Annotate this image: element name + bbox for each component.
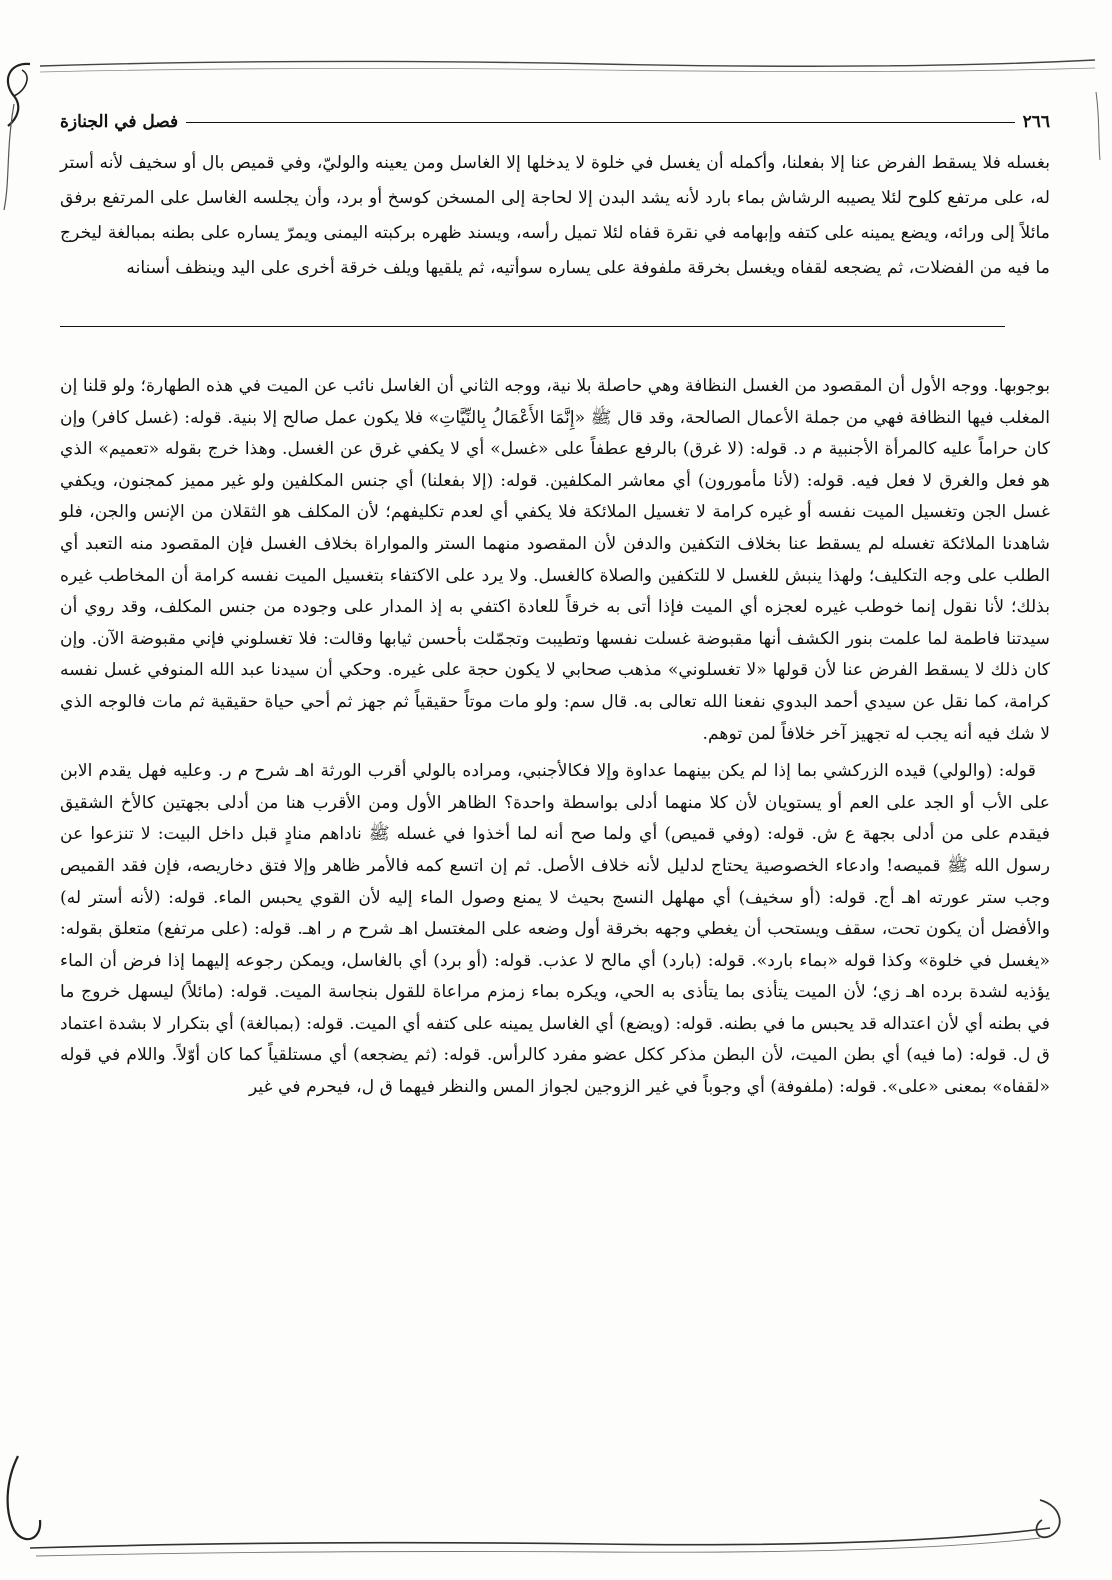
header-rule: [186, 122, 1014, 123]
top-border-line-inner: [40, 68, 1095, 72]
top-border-line: [40, 60, 1095, 66]
left-border-curve: [4, 104, 14, 210]
page-header: [60, 104, 1050, 140]
main-paragraph: بغسله فلا يسقط الفرض عنا إلا بفعلنا، وأكمله أن يغسل في خلوة لا يدخلها إلا الغاسل ومن يعينه والوليّ، وفي قميص بال أو سخيف لأنه أستر له، على مرتفع كلوح لئلا يصيبه الرشاش بماء بارد لأنه يشد البدن إلا لحاجة إلى المسخن كوسخ أو برد، وأن يجلسه الغاسل على المرتفع برفق مائلاً إلى ورائه، ويضع يمينه على كتفه وإبهامه في نقرة قفاه لئلا تميل رأسه، ويسند ظهره بركبته اليمنى ويمرّ يساره على بطنه بمبالغة ليخرج ما فيه من الفضلات، ثم يضجعه لقفاه ويغسل بخرقة ملفوفة على يساره سوأتيه، ثم يلقيها ويلف خرقة أخرى على اليد وينظف أسنانه: [60, 153, 1050, 278]
book-page: [60, 104, 1050, 1104]
page-number: ٢٦٦: [1022, 112, 1050, 132]
bottom-border-line: [30, 1528, 1050, 1548]
top-left-scroll-ornament: [8, 64, 30, 126]
chapter-title: فصل في الجنازة: [60, 112, 179, 132]
bottom-left-scroll-ornament: [8, 1456, 41, 1539]
main-text: [60, 146, 1050, 286]
footnote-divider: [60, 326, 1005, 327]
commentary-text: [60, 371, 1050, 1104]
right-border-curve: [1096, 92, 1100, 160]
bottom-border-line-inner: [36, 1538, 1040, 1556]
top-left-scroll-curl: [14, 70, 27, 96]
bottom-right-scroll-ornament: [1036, 1500, 1059, 1537]
commentary-paragraph: قوله: (والولي) قيده الزركشي بما إذا لم يكن بينهما عداوة وإلا فكالأجنبي، ومراده بالولي أقرب الورثة اهـ شرح م ر. وعليه فهل يقدم الابن على الأب أو الجد على العم أو يستويان لأن كلا منهما أدلى بواسطة واحدة؟ الظاهر الأول ومن الأقرب هنا من أدلى بجهتين كالأخ الشقيق فيقدم على من أدلى بجهة ع ش. قوله: (وفي قميص) أي ولما صح أنه لما أخذوا في غسله ﷺ ناداهم منادٍ قبل داخل البيت: لا تنزعوا عن رسول الله ﷺ قميصه! وادعاء الخصوصية يحتاج لدليل لأنه خلاف الأصل. ثم إن اتسع كمه فالأمر ظاهر وإلا فتق دخاريصه، فإن فقد القميص وجب ستر عورته اهـ أج. قوله: (أو سخيف) أي مهلهل النسج بحيث لا يمنع وصول الماء إليه لأن القوي يحبس الماء. قوله: (لأنه أستر له) والأفضل أن يكون تحت، سقف ويستحب أن يغطي وجهه بخرقة أول وضعه على المغتسل اهـ شرح م ر اهـ. قوله: (على مرتفع) متعلق بقوله: «يغسل في خلوة» وكذا قوله «بماء بارد». قوله: (بارد) أي مالح لا عذب. قوله: (أو برد) أي بالغاسل، ويمكن رجوعه إليهما إذا فرض أن الماء يؤذيه لشدة برده اهـ زي؛ لأن الميت يتأذى بما يتأذى به الحي، ويكره بماء زمزم مراعاة للقول بنجاسة الميت. قوله: (مائلاً) ليسهل خروج ما في بطنه أي لأن اعتداله قد يحبس ما في بطنه. قوله: (ويضع) أي الغاسل يمينه على كتفه أي الميت. قوله: (بمبالغة) أي بتكرار لا بشدة اعتماد ق ل. قوله: (ما فيه) أي بطن الميت، لأن البطن مذكر ككل عضو مفرد كالرأس. قوله: (ثم يضجعه) أي مستلقياً كما كان أوّلاً. واللام في قوله «لقفاه» بمعنى «على». قوله: (ملفوفة) أي وجوباً في غير الزوجين لجواز المس والنظر فيهما ق ل، فيحرم في غير: [60, 761, 1050, 1098]
commentary-paragraph: بوجوبها. ووجه الأول أن المقصود من الغسل النظافة وهي حاصلة بلا نية، ووجه الثاني أن الغاسل نائب عن الميت في هذه الطهارة؛ ولو قلنا إن المغلب فيها النظافة فهي من جملة الأعمال الصالحة، وقد قال ﷺ «إِنَّمَا الأَعْمَالُ بِالنِّيَّاتِ» فلا يكون عمل صالح إلا بنية. قوله: (غسل كافر) وإن كان حراماً عليه كالمرأة الأجنبية م د. قوله: (لا غرق) بالرفع عطفاً على «غسل» أي لا يكفي غرق عن الغسل. وهذا خرج بقوله «تعميم» الذي هو فعل والغرق لا فعل فيه. قوله: (لأنا مأمورون) أي معاشر المكلفين. قوله: (إلا بفعلنا) أي جنس المكلفين ولو غير مميز كمجنون، ويكفي غسل الجن وتغسيل الميت نفسه أو غيره كرامة لا تغسيل الملائكة فلا يكفي أي لعدم تكليفهم؛ لأن المكلف هو الثقلان من الإنس والجن، فلو شاهدنا الملائكة تغسله لم يسقط عنا بخلاف التكفين والدفن لأن المقصود منهما الستر والمواراة بخلاف الغسل فإن المقصود منه التعبد أي الطلب على وجه التكليف؛ ولهذا ينبش للغسل لا للتكفين والصلاة كالغسل. ولا يرد على الاكتفاء بتغسيل الميت نفسه كرامة أن المخاطب غيره بذلك؛ لأنا نقول إنما خوطب غيره لعجزه أي الميت فإذا أتى به خرقاً للعادة اكتفي به إذ المدار على وجوده من جنس المكلف، وقد روي أن سيدتنا فاطمة لما علمت بنور الكشف أنها مقبوضة غسلت نفسها وتطيبت وتجمّلت بأحسن ثيابها وقالت: فلا تغسلوني فإني مقبوضة الآن. وإن كان ذلك لا يسقط الفرض عنا لأن قولها «لا تغسلوني» مذهب صحابي لا يكون حجة على غيره. وحكي أن سيدنا عبد الله المنوفي غسل نفسه كرامة، كما نقل عن سيدي أحمد البدوي نفعنا الله تعالى به. قال سم: ولو مات موتاً حقيقياً ثم جهز ثم أحي حياة حقيقية ثم مات فالوجه الذي لا شك فيه أنه يجب له تجهيز آخر خلافاً لمن توهم.: [60, 376, 1050, 744]
